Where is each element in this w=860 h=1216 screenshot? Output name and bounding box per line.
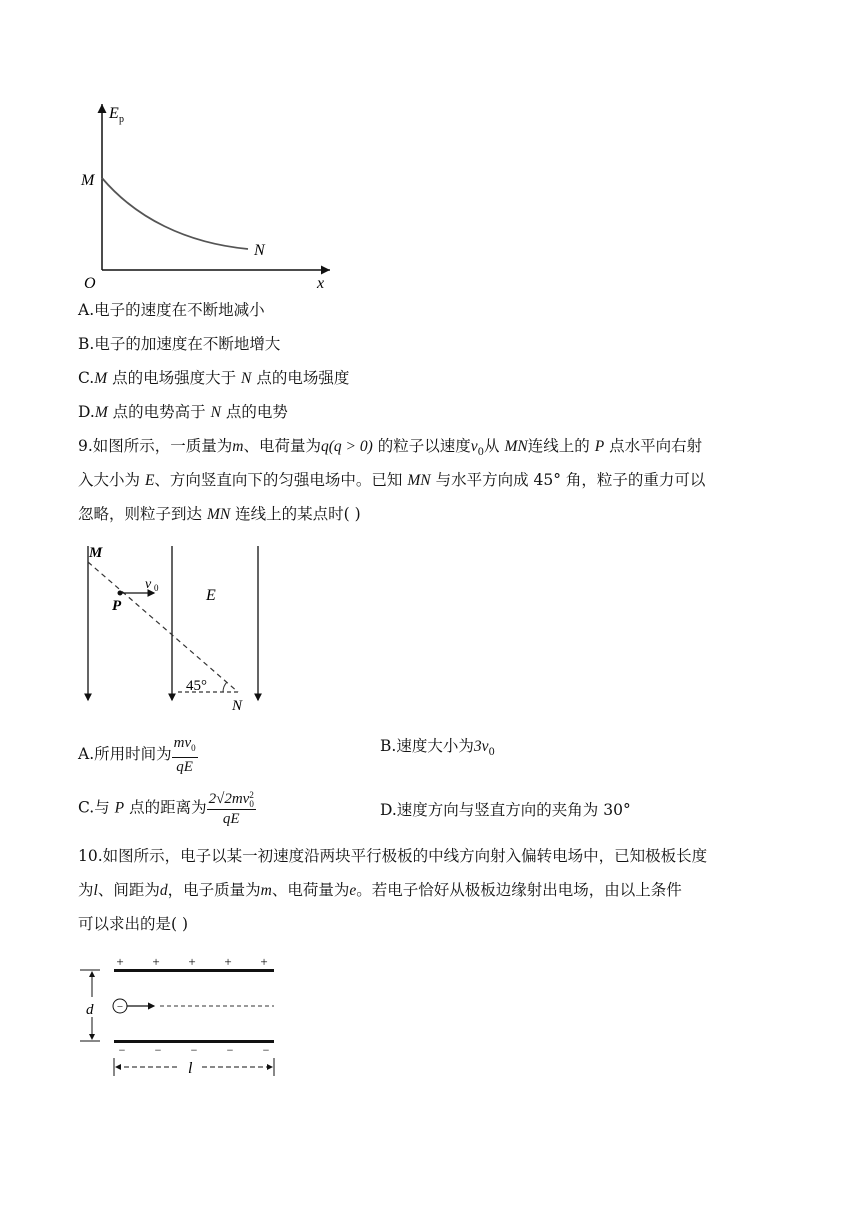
origin-label: O: [84, 275, 96, 292]
option-b: B.电子的加速度在不断地增大: [78, 335, 281, 353]
svg-text:+: +: [188, 954, 196, 969]
axis-y-sub: p: [119, 114, 124, 125]
point-n-label: N: [254, 242, 265, 259]
q9-option-d: D.速度方向与竖直方向的夹角为 30°: [380, 801, 631, 819]
q9-line2: 入大小为 E、方向竖直向下的匀强电场中。已知 MN 与水平方向成 45° 角，粒子的重力可以: [78, 471, 706, 489]
top-plate: [114, 969, 274, 972]
q9-line3: 忽略，则粒子到达 MN 连线上的某点时( ): [78, 505, 361, 523]
ep-curve: [102, 178, 248, 249]
label-d: d: [86, 1002, 94, 1018]
q9-option-c: C.与 P 点的距离为 2√2mv 2 0 qE: [78, 789, 254, 827]
ep-x-graph: [76, 98, 346, 293]
svg-text:−: −: [118, 1043, 126, 1057]
option-d: D.M 点的电势高于 N 点的电势: [78, 403, 288, 421]
parallel-plates-figure: [80, 952, 280, 1078]
label-p: P: [112, 598, 122, 614]
svg-text:+: +: [152, 954, 160, 969]
option-c: C.M 点的电场强度大于 N 点的电场强度: [78, 369, 350, 387]
label-n: N: [232, 698, 243, 714]
q10-line3: 可以求出的是( ): [78, 915, 189, 933]
svg-text:+: +: [260, 954, 268, 969]
q9-option-b: B.速度大小为$3v_0$: [380, 737, 495, 759]
label-angle: 45°: [186, 678, 207, 694]
svg-text:−: −: [116, 1001, 124, 1013]
q10-line2: 为l、间距为d，电子质量为m、电荷量为e。若电子恰好从极板边缘射出电场，由以上条件: [78, 881, 682, 899]
option-a: A.电子的速度在不断地减小: [78, 301, 265, 319]
svg-text:−: −: [154, 1043, 162, 1057]
label-m: M: [89, 545, 103, 561]
label-l: l: [188, 1060, 193, 1077]
label-v0: v: [145, 577, 152, 592]
label-e: E: [206, 587, 216, 604]
svg-text:+: +: [224, 954, 232, 969]
axis-x-label: x: [317, 275, 325, 292]
q9-option-a: A.所用时间为 $\frac{mv_0}{qE}$: [78, 735, 196, 775]
svg-text:−: −: [190, 1043, 198, 1057]
mn-dashed-line: [88, 562, 238, 692]
svg-text:+: +: [116, 954, 124, 969]
svg-text:−: −: [226, 1043, 234, 1057]
svg-text:−: −: [262, 1043, 270, 1057]
point-m-label: M: [81, 172, 95, 189]
svg-text:0: 0: [154, 583, 159, 593]
q9-line1: 9.如图所示，一质量为m、电荷量为q(q > 0) 的粒子以速度$v_0$从 MN连线上的 P 点水平向右射: [78, 437, 703, 459]
q10-line1: 10.如图所示，电子以某一初速度沿两块平行极板的中线方向射入偏转电场中，已知极板长度: [78, 847, 708, 865]
axis-y-label: E: [109, 105, 119, 122]
electric-field-figure: [78, 544, 278, 716]
